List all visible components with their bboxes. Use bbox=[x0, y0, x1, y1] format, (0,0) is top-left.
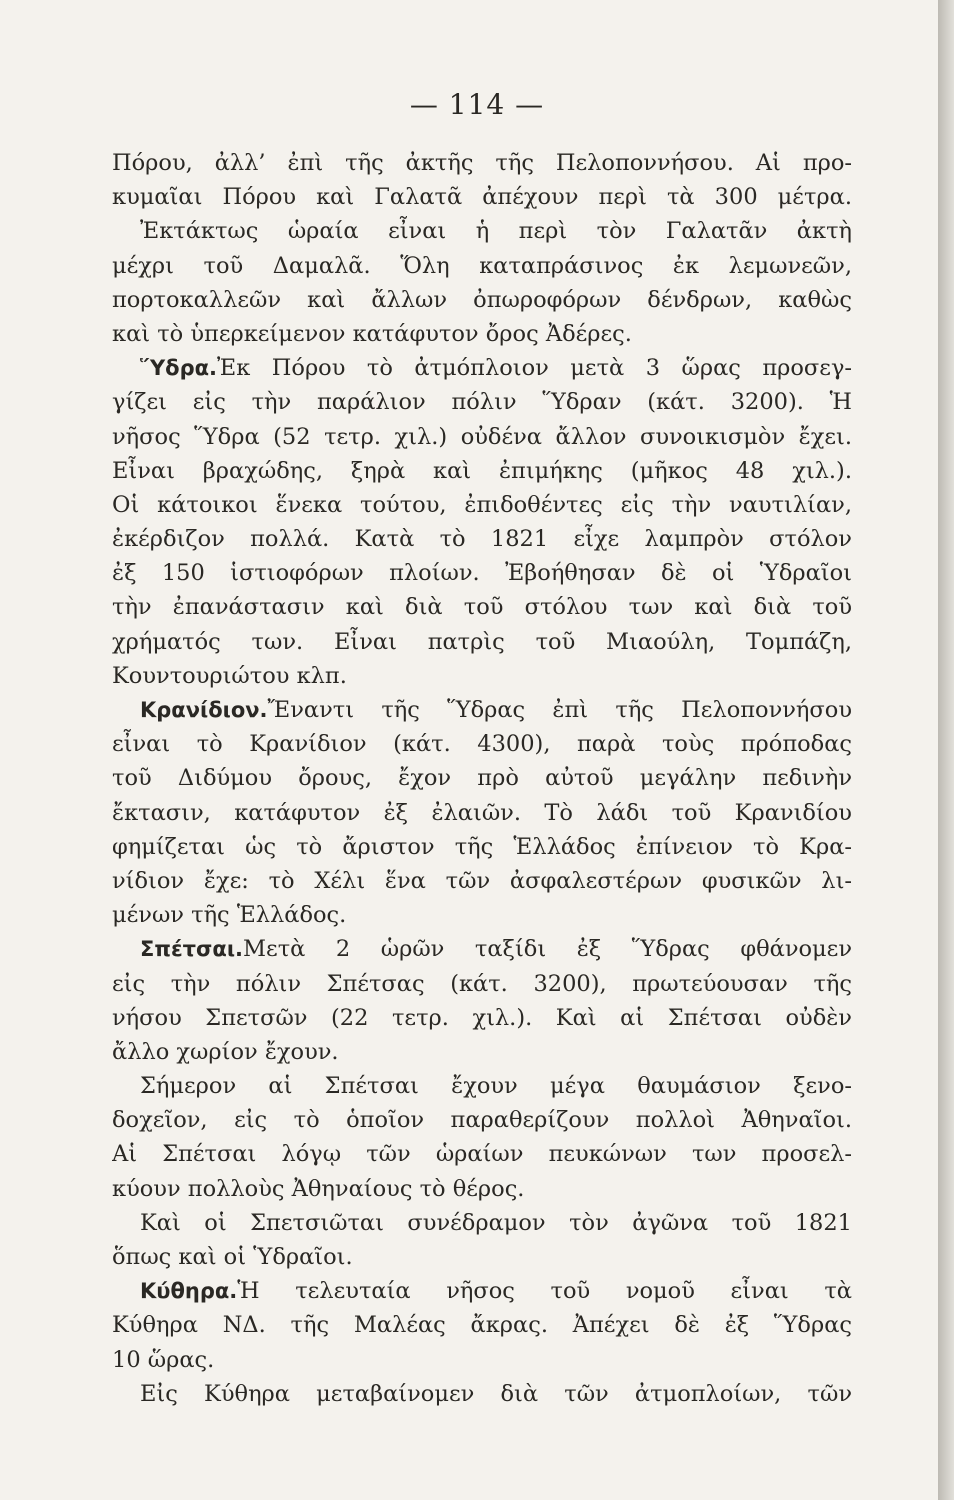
line-text: Κουντουριώτου κλπ. bbox=[112, 662, 347, 689]
text-line bbox=[112, 830, 852, 864]
line-text: Οἱ κάτοικοι ἕνεκα τούτου, ἐπιδοθέντες εἰς τὴν ναυτιλίαν, bbox=[112, 491, 852, 518]
text-line bbox=[112, 659, 852, 693]
line-text: Μετὰ 2 ὡρῶν ταξίδι ἐξ Ὕδρας φθάνομεν bbox=[243, 936, 852, 963]
line-text: Σήμερον αἱ Σπέτσαι ἔχουν μέγα θαυμάσιον ξενο- bbox=[140, 1073, 852, 1100]
text-line bbox=[112, 1240, 852, 1274]
text-line bbox=[112, 967, 852, 1001]
line-text: κυμαῖαι Πόρου καὶ Γαλατᾶ ἀπέχουν περὶ τὰ 300 μέτρα. bbox=[112, 184, 852, 211]
text-line bbox=[112, 385, 852, 419]
section-heading: Κύθηρα. bbox=[140, 1279, 238, 1304]
page-number: — 114 — bbox=[409, 88, 545, 121]
line-text: τοῦ Διδύμου ὄρους, ἔχον πρὸ αὐτοῦ μεγάλην πεδινὴν bbox=[112, 765, 852, 792]
text-line bbox=[112, 727, 852, 761]
section-heading: Κρανίδιον. bbox=[140, 698, 268, 722]
line-text: ἐκέρδιζον πολλά. Κατὰ τὸ 1821 εἶχε λαμπρὸν στόλον bbox=[112, 526, 852, 553]
text-line bbox=[112, 898, 852, 932]
section-heading: Ὕδρα. bbox=[140, 356, 218, 381]
line-text: μένων τῆς Ἑλλάδος. bbox=[112, 902, 347, 929]
text-line bbox=[112, 1103, 852, 1137]
line-text: Ἔναντι τῆς Ὕδρας ἐπὶ τῆς Πελοποννήσου bbox=[267, 697, 852, 723]
line-text: Εἰς Κύθηρα μεταβαίνομεν διὰ τῶν ἀτμοπλοίων, τῶν bbox=[140, 1380, 852, 1407]
line-text: γίζει εἰς τὴν παράλιον πόλιν Ὕδραν (κάτ. 3200). Ἡ bbox=[112, 389, 852, 416]
text-line bbox=[112, 1343, 852, 1377]
section-heading: Σπέτσαι. bbox=[140, 937, 243, 962]
line-text: ἄλλο χωρίον ἔχουν. bbox=[112, 1038, 339, 1065]
text-line bbox=[112, 249, 852, 283]
text-line bbox=[112, 522, 852, 556]
line-text: δοχεῖον, εἰς τὸ ὁποῖον παραθερίζουν πολλοὶ Ἀθηναῖοι. bbox=[112, 1107, 852, 1134]
line-text: 10 ὥρας. bbox=[112, 1346, 215, 1373]
line-text: εἰς τὴν πόλιν Σπέτσας (κάτ. 3200), πρωτεύουσαν τῆς bbox=[112, 970, 852, 997]
body-text bbox=[112, 146, 852, 1411]
line-text: μέχρι τοῦ Δαμαλᾶ. Ὅλη καταπράσινος ἐκ λεμωνεῶν, bbox=[112, 252, 852, 279]
text-line bbox=[112, 1035, 852, 1069]
line-text: πορτοκαλλεῶν καὶ ἄλλων ὀπωροφόρων δένδρων, καθὼς bbox=[112, 286, 852, 313]
line-text: Εἶναι βραχώδης, ξηρὰ καὶ ἐπιμήκης (μῆκος 48 χιλ.). bbox=[112, 457, 852, 484]
line-text: τὴν ἐπανάστασιν καὶ διὰ τοῦ στόλου των καὶ διὰ τοῦ bbox=[112, 594, 852, 621]
section-heading-line bbox=[112, 932, 852, 966]
text-line bbox=[112, 556, 852, 590]
line-text: ἐξ 150 ἱστιοφόρων πλοίων. Ἐβοήθησαν δὲ οἱ Ὑδραῖοι bbox=[112, 560, 852, 587]
text-line bbox=[112, 625, 852, 659]
line-text: Ἐκ Πόρου τὸ ἀτμόπλοιον μετὰ 3 ὥρας προσεγ- bbox=[217, 355, 852, 382]
text-line bbox=[112, 590, 852, 624]
text-line bbox=[112, 180, 852, 214]
text-line bbox=[112, 864, 852, 898]
line-text: νῆσος Ὕδρα (52 τετρ. χιλ.) οὐδένα ἄλλον συνοικισμὸν ἔχει. bbox=[112, 423, 852, 450]
text-line bbox=[112, 1308, 852, 1342]
text-line bbox=[112, 1001, 852, 1035]
line-text: φημίζεται ὡς τὸ ἄριστον τῆς Ἑλλάδος ἐπίνειον τὸ Κρα- bbox=[112, 833, 852, 860]
text-line bbox=[112, 796, 852, 830]
text-line bbox=[112, 1137, 852, 1171]
line-text: Ἐκτάκτως ὡραία εἶναι ἡ περὶ τὸν Γαλατᾶν ἀκτὴ bbox=[140, 218, 852, 245]
text-line bbox=[112, 420, 852, 454]
line-text: ὅπως καὶ οἱ Ὑδραῖοι. bbox=[112, 1244, 353, 1270]
line-text: νίδιον ἔχε: τὸ Χέλι ἕνα τῶν ἀσφαλεστέρων φυσικῶν λι- bbox=[112, 867, 852, 894]
line-text: κύουν πολλοὺς Ἀθηναίους τὸ θέρος. bbox=[112, 1175, 525, 1202]
text-line bbox=[112, 1206, 852, 1240]
text-line bbox=[112, 1069, 852, 1103]
line-text: εἶναι τὸ Κρανίδιον (κάτ. 4300), παρὰ τοὺς πρόποδας bbox=[112, 731, 852, 758]
line-text: Κύθηρα ΝΔ. τῆς Μαλέας ἄκρας. Ἀπέχει δὲ ἐξ Ὕδρας bbox=[112, 1312, 852, 1339]
line-text: χρήματός των. Εἶναι πατρὶς τοῦ Μιαούλη, Τομπάζη, bbox=[112, 628, 852, 655]
line-text: Καὶ οἱ Σπετσιῶται συνέδραμον τὸν ἀγῶνα τοῦ 1821 bbox=[140, 1209, 852, 1236]
text-line bbox=[112, 761, 852, 795]
line-text: Αἱ Σπέτσαι λόγῳ τῶν ὡραίων πευκώνων των προσελ- bbox=[112, 1141, 852, 1168]
text-line bbox=[112, 1377, 852, 1411]
section-heading-line bbox=[112, 1274, 852, 1308]
line-text: ἔκτασιν, κατάφυτον ἐξ ἐλαιῶν. Τὸ λάδι τοῦ Κρανιδίου bbox=[112, 799, 852, 826]
page-edge-shadow bbox=[938, 0, 954, 1500]
text-line bbox=[112, 214, 852, 248]
line-text: καὶ τὸ ὑπερκείμενον κατάφυτον ὄρος Ἀδέρες. bbox=[112, 320, 632, 347]
section-heading-line bbox=[112, 693, 852, 727]
section-heading-line bbox=[112, 351, 852, 385]
line-text: Ἡ τελευταία νῆσος τοῦ νομοῦ εἶναι τὰ bbox=[237, 1278, 852, 1305]
line-text: νήσου Σπετσῶν (22 τετρ. χιλ.). Καὶ αἱ Σπέτσαι οὐδὲν bbox=[112, 1004, 852, 1031]
text-line bbox=[112, 454, 852, 488]
text-line bbox=[112, 283, 852, 317]
text-line bbox=[112, 1172, 852, 1206]
text-line bbox=[112, 488, 852, 522]
line-text: Πόρου, ἀλλ’ ἐπὶ τῆς ἀκτῆς τῆς Πελοποννήσου. Αἱ προ- bbox=[112, 150, 852, 176]
text-line bbox=[112, 317, 852, 351]
text-line bbox=[112, 146, 852, 180]
